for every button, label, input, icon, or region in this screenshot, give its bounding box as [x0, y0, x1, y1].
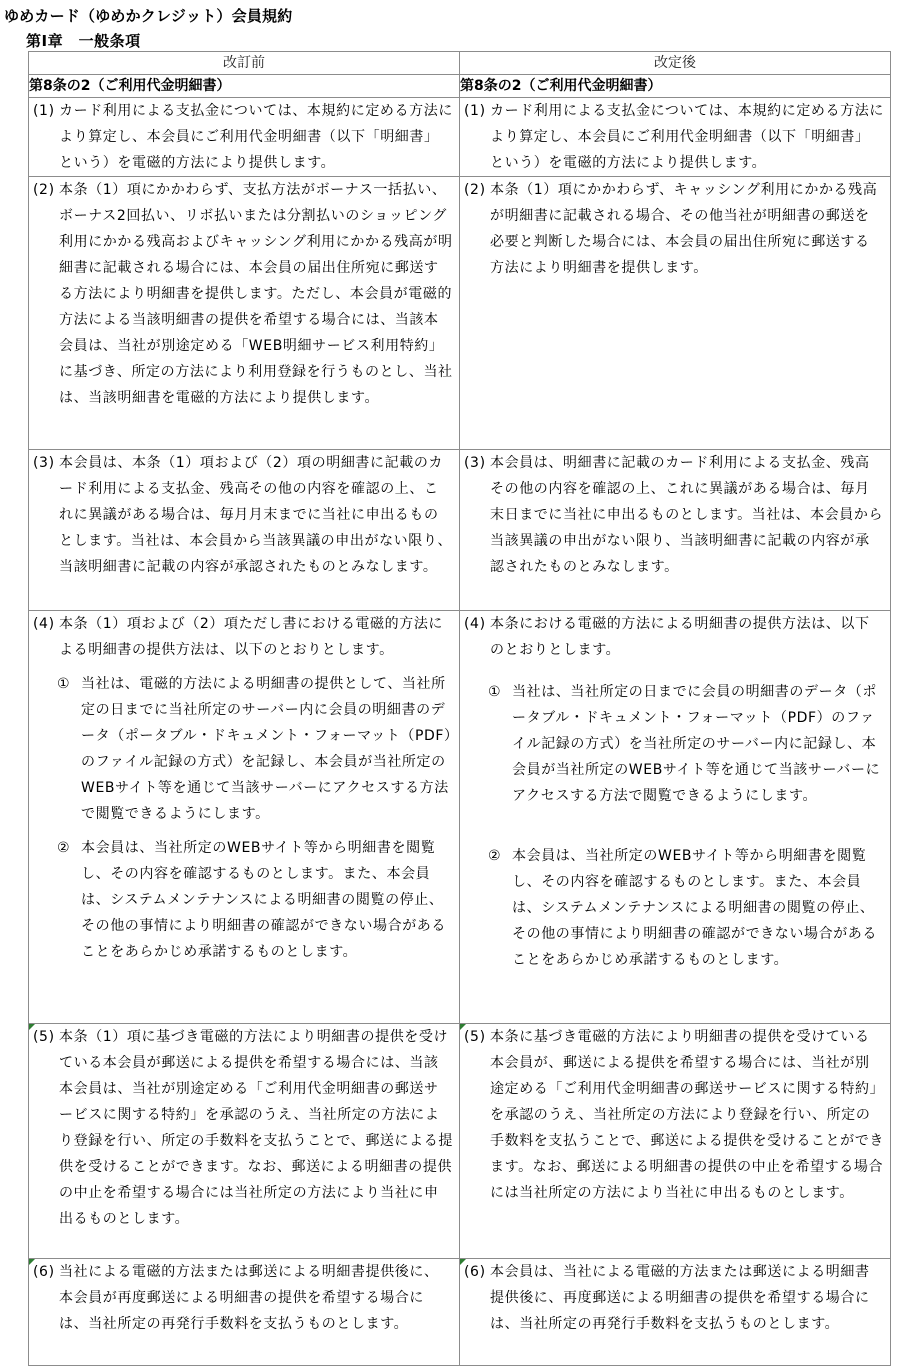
article-title-before: 第8条の2（ご利用代金明細書）	[29, 75, 460, 98]
column-header-row	[29, 52, 891, 75]
clause-number: (5)	[464, 1029, 486, 1045]
clause-number: (6)	[464, 1264, 486, 1280]
clause-row-2	[29, 177, 891, 450]
article-title-row	[29, 75, 891, 98]
clause-after-6	[460, 1259, 890, 1337]
clause-row-1	[29, 98, 891, 177]
subclause-number: ①	[488, 684, 502, 700]
clause-number: (1)	[464, 103, 486, 119]
clause-number: (4)	[464, 616, 486, 632]
clause-after-3	[460, 450, 890, 580]
subclause-after-1	[460, 679, 890, 809]
clause-number: (3)	[464, 455, 486, 471]
clause-before-6	[29, 1259, 459, 1337]
clause-before-5	[29, 1024, 459, 1232]
clause-text: 本会員は、本条（1）項および（2）項の明細書に記載のカード利用による支払金、残高その他の内容を確認の上、これに異議がある場合は、毎月月末までに当社に申出るものとします。当社は、本会員から当該異議の申出がない限り、当該明細書に記載の内容が承認されたものとみなします。	[59, 455, 453, 575]
clause-before-3	[29, 450, 459, 580]
subclause-before-2	[29, 835, 459, 965]
subclause-number: ①	[57, 676, 71, 692]
clause-before-2	[29, 177, 459, 411]
clause-after-5	[460, 1024, 890, 1206]
clause-row-4	[29, 611, 891, 1024]
clause-text: カード利用による支払金については、本規約に定める方法により算定し、本会員にご利用代金明細書（以下「明細書」という）を電磁的方法により提供します。	[490, 103, 884, 171]
subclause-after-2	[460, 843, 890, 973]
subclause-text: 本会員は、当社所定のWEBサイト等から明細書を閲覧し、その内容を確認するものとします。また、本会員は、システムメンテナンスによる明細書の閲覧の停止、その他の事情により明細書の確認ができない場合があることをあらかじめ承諾するものとします。	[512, 848, 877, 968]
clause-before-1	[29, 98, 459, 176]
clause-text: 本条における電磁的方法による明細書の提供方法は、以下のとおりとします。	[490, 616, 870, 658]
clause-text: カード利用による支払金については、本規約に定める方法により算定し、本会員にご利用代金明細書（以下「明細書」という）を電磁的方法により提供します。	[59, 103, 453, 171]
clause-number: (2)	[464, 182, 486, 198]
clause-after-4	[460, 611, 890, 671]
column-header-after: 改定後	[460, 52, 891, 75]
clause-text: 本条に基づき電磁的方法により明細書の提供を受けている本会員が、郵送による提供を希望する場合には、当社が別途定める「ご利用代金明細書の郵送サービスに関する特約」を承認のうえ、当社所定の方法により登録を行い、所定の手数料を支払うことで、郵送による提供を受けることができます。なお、郵送による明細書の提供の中止を希望する場合には当社所定の方法により当社に申出るものとします。	[490, 1029, 884, 1201]
comment-marker-icon	[460, 1259, 466, 1265]
clause-before-4	[29, 611, 459, 663]
clause-text: 本会員は、当社による電磁的方法または郵送による明細書提供後に、再度郵送による明細書の提供を希望する場合には、当社所定の再発行手数料を支払うものとします。	[490, 1264, 870, 1332]
comment-marker-icon	[29, 1024, 35, 1030]
document-title: ゆめカード（ゆめかクレジット）会員規約	[4, 7, 293, 25]
clause-row-6	[29, 1259, 891, 1366]
subclause-before-1	[29, 671, 459, 827]
article-title-after: 第8条の2（ご利用代金明細書）	[460, 75, 891, 98]
subclause-number: ②	[488, 848, 502, 864]
clause-text: 本条（1）項にかかわらず、キャッシング利用にかかる残高が明細書に記載される場合、その他当社が明細書の郵送を必要と判断した場合には、本会員の届出住所宛に郵送する方法により明細書を提供します。	[490, 182, 878, 276]
column-header-before: 改訂前	[29, 52, 460, 75]
clause-text: 当社による電磁的方法または郵送による明細書提供後に、本会員が再度郵送による明細書の提供を希望する場合には、当社所定の再発行手数料を支払うものとします。	[59, 1264, 439, 1332]
clause-text: 本条（1）項にかかわらず、支払方法がボーナス一括払い、ボーナス2回払い、リボ払いまたは分割払いのショッピング利用にかかる残高およびキャッシング利用にかかる残高が明細書に記載される場合には、本会員の届出住所宛に郵送する方法により明細書を提供します。ただし、本会員が電磁的方法による当該明細書の提供を希望する場合には、当該本会員は、当社が別途定める「WEB明細サービス利用特約」に基づき、所定の方法により利用登録を行うものとし、当社は、当該明細書を電磁的方法により提供します。	[59, 182, 453, 406]
clause-text: 本条（1）項および（2）項ただし書における電磁的方法による明細書の提供方法は、以下のとおりとします。	[59, 616, 444, 658]
comment-marker-icon	[29, 1259, 35, 1265]
subclause-number: ②	[57, 840, 71, 856]
clause-number: (2)	[33, 182, 55, 198]
clause-number: (6)	[33, 1264, 55, 1280]
clause-after-1	[460, 98, 890, 176]
clause-after-2	[460, 177, 890, 281]
comment-marker-icon	[460, 1024, 466, 1030]
subclause-text: 当社は、当社所定の日までに会員の明細書のデータ（ポータブル・ドキュメント・フォーマット（PDF）のファイル記録の方式）を当社所定のサーバー内に記録し、本会員が当社所定のWEBサイト等を通じて当該サーバーにアクセスする方法で閲覧できるようにします。	[512, 684, 881, 804]
clause-number: (1)	[33, 103, 55, 119]
clause-row-3	[29, 450, 891, 611]
subclause-text: 当社は、電磁的方法による明細書の提供として、当社所定の日までに当社所定のサーバー内に会員の明細書のデータ（ポータブル・ドキュメント・フォーマット（PDF）のファイル記録の方式）を記録し、本会員が当社所定のWEBサイト等を通じて当該サーバーにアクセスする方法で閲覧できるようにします。	[81, 676, 452, 822]
clause-text: 本条（1）項に基づき電磁的方法により明細書の提供を受けている本会員が郵送による提供を希望する場合には、当該本会員は、当社が別途定める「ご利用代金明細書の郵送サービスに関する特約」を承認のうえ、当社所定の方法により登録を行い、所定の手数料を支払うことで、郵送による提供を受けることができます。なお、郵送による明細書の提供の中止を希望する場合には当社所定の方法により当社に申出るものとします。	[59, 1029, 453, 1227]
chapter-heading: 第Ⅰ章 一般条項	[26, 32, 141, 50]
subclause-text: 本会員は、当社所定のWEBサイト等から明細書を閲覧し、その内容を確認するものとします。また、本会員は、システムメンテナンスによる明細書の閲覧の停止、その他の事情により明細書の確認ができない場合があることをあらかじめ承諾するものとします。	[81, 840, 446, 960]
clause-number: (5)	[33, 1029, 55, 1045]
clause-text: 本会員は、明細書に記載のカード利用による支払金、残高その他の内容を確認の上、これに異議がある場合は、毎月末日までに当社に申出るものとします。当社は、本会員から当該異議の申出がない限り、当該明細書に記載の内容が承認されたものとみなします。	[490, 455, 884, 575]
clause-number: (3)	[33, 455, 55, 471]
clause-number: (4)	[33, 616, 55, 632]
comparison-table	[28, 51, 891, 1366]
clause-row-5	[29, 1024, 891, 1259]
